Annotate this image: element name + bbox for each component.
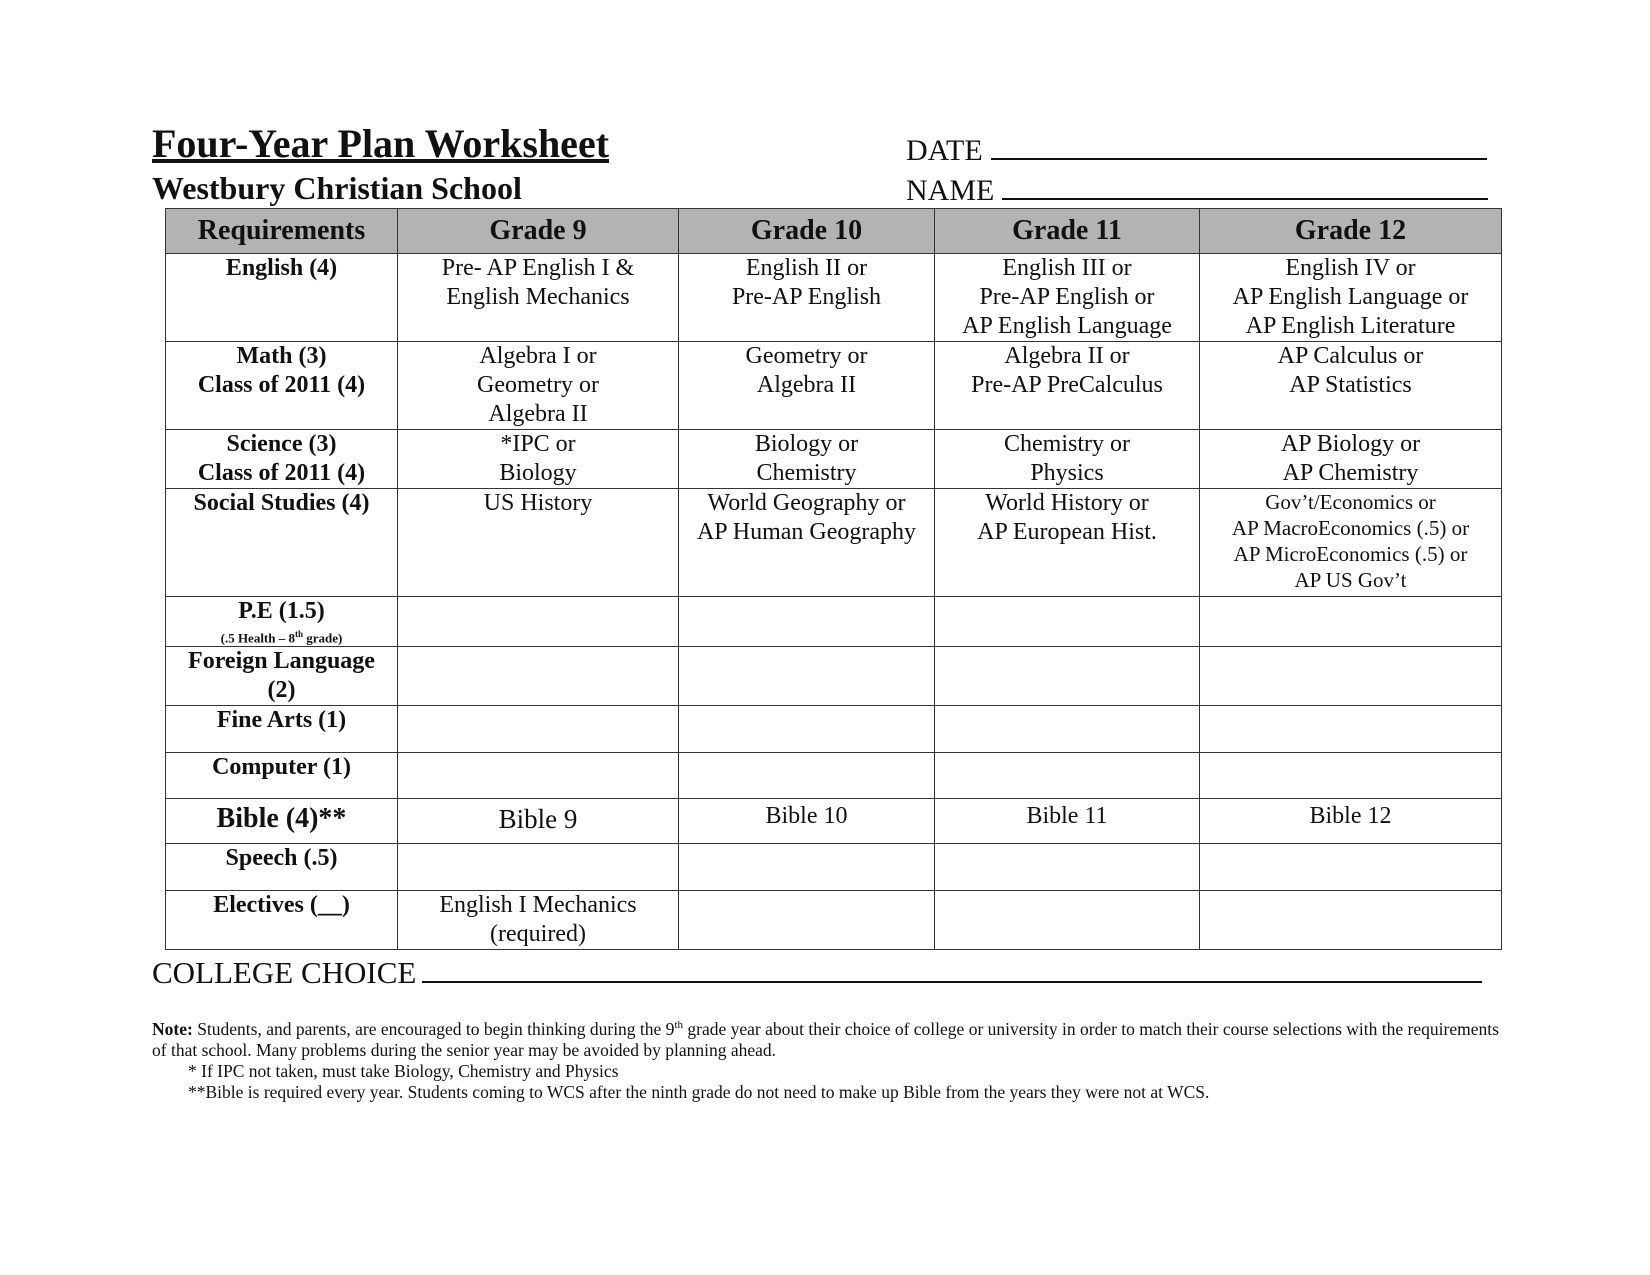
requirement-cell (166, 753, 398, 799)
grade-11-cell[interactable] (935, 891, 1200, 950)
course-option: Bible 12 (1309, 803, 1392, 830)
date-label: DATE (906, 134, 983, 167)
grade-9-cell[interactable] (398, 597, 679, 647)
table-row-science (166, 430, 1502, 489)
course-option: AP Statistics (1289, 372, 1412, 398)
requirement-label: Science (3) (226, 431, 337, 457)
course-option: Chemistry or (1004, 431, 1130, 457)
footnote-bible: **Bible is required every year. Students coming to WCS after the ninth grade do not need to make up Bible from the years they were not at WCS. (188, 1081, 1210, 1102)
course-option: Biology (499, 460, 577, 486)
grade-10-cell[interactable] (679, 254, 935, 342)
course-option: Geometry or (745, 343, 868, 369)
course-option: AP Biology or (1280, 431, 1421, 457)
column-header-requirements: Requirements (166, 209, 398, 254)
requirement-label: Class of 2011 (4) (197, 460, 366, 486)
table-row-fine-arts (166, 706, 1502, 753)
grade-10-cell[interactable] (679, 706, 935, 753)
course-option: AP English Literature (1245, 313, 1456, 339)
health-note: (.5 Health – 8th grade) (220, 629, 343, 646)
requirement-label: Foreign Language (188, 648, 375, 675)
grade-11-cell[interactable] (935, 799, 1200, 844)
course-option: Algebra II or (1004, 343, 1130, 369)
grade-10-cell[interactable] (679, 597, 935, 647)
grade-12-cell[interactable] (1200, 891, 1502, 950)
course-option: Geometry or (477, 372, 599, 398)
date-blank-line[interactable] (991, 132, 1487, 160)
course-option: (required) (490, 921, 586, 948)
footnote-ipc: * If IPC not taken, must take Biology, Chemistry and Physics (188, 1060, 619, 1081)
course-option: *IPC or (500, 431, 576, 457)
grade-9-cell[interactable] (398, 430, 679, 489)
requirement-label: Fine Arts (1) (216, 707, 347, 734)
course-option: AP US Gov’t (1294, 568, 1407, 592)
requirement-cell (166, 891, 398, 950)
college-choice-label: COLLEGE CHOICE (152, 955, 417, 990)
course-option: AP MacroEconomics (.5) or (1231, 516, 1470, 540)
requirement-label: (2) (267, 677, 296, 704)
grade-11-cell[interactable] (935, 597, 1200, 647)
name-label: NAME (906, 174, 995, 207)
requirement-cell (166, 647, 398, 706)
grade-12-cell[interactable] (1200, 597, 1502, 647)
course-option: English IV or (1285, 255, 1416, 281)
course-option: AP Calculus or (1277, 343, 1424, 369)
column-header-grade-12: Grade 12 (1200, 209, 1502, 254)
column-header-grade-10: Grade 10 (679, 209, 935, 254)
grade-12-cell[interactable] (1200, 799, 1502, 844)
name-blank-line[interactable] (1002, 172, 1488, 200)
grade-12-cell[interactable] (1200, 430, 1502, 489)
note-text: Students, and parents, are encouraged to begin thinking during the 9 (192, 1018, 675, 1039)
grade-9-cell[interactable] (398, 891, 679, 950)
grade-11-cell[interactable] (935, 489, 1200, 597)
grade-11-cell[interactable] (935, 753, 1200, 799)
grade-9-cell[interactable] (398, 647, 679, 706)
grade-12-cell[interactable] (1200, 753, 1502, 799)
grade-11-cell[interactable] (935, 844, 1200, 891)
course-option: Biology or (754, 431, 859, 457)
grade-12-cell[interactable] (1200, 489, 1502, 597)
grade-9-cell[interactable] (398, 799, 679, 844)
grade-9-cell[interactable] (398, 254, 679, 342)
name-field[interactable] (906, 172, 1488, 209)
grade-12-cell[interactable] (1200, 706, 1502, 753)
requirement-cell (166, 254, 398, 342)
requirement-label: Bible (4)** (216, 803, 347, 835)
college-choice-field[interactable] (152, 955, 1482, 991)
requirement-cell (166, 844, 398, 891)
table-row-social-studies (166, 489, 1502, 597)
note-superscript: th (674, 1019, 683, 1031)
course-option: Pre-AP PreCalculus (971, 372, 1163, 398)
grade-11-cell[interactable] (935, 342, 1200, 430)
table-row-electives (166, 891, 1502, 950)
grade-10-cell[interactable] (679, 430, 935, 489)
course-option: Bible 9 (498, 804, 578, 835)
course-option: English III or (1002, 255, 1132, 281)
requirement-label: Computer (1) (212, 754, 351, 781)
four-year-plan-table (165, 208, 1502, 950)
course-option: AP Human Geography (696, 519, 917, 545)
course-option: Pre-AP English or (979, 284, 1155, 310)
worksheet-title: Four-Year Plan Worksheet (152, 121, 610, 166)
grade-9-cell[interactable] (398, 706, 679, 753)
grade-9-cell[interactable] (398, 342, 679, 430)
course-option: Algebra I or (479, 343, 597, 369)
grade-10-cell[interactable] (679, 489, 935, 597)
requirement-label: Social Studies (4) (193, 490, 370, 516)
note-label: Note: (152, 1018, 193, 1039)
course-option: AP English Language (962, 313, 1172, 339)
course-option: Algebra II (756, 372, 857, 398)
table-row-computer (166, 753, 1502, 799)
course-option: World History or (985, 490, 1149, 516)
notes-section (152, 1015, 1512, 1103)
course-option: Bible 10 (765, 803, 848, 830)
table-row-bible (166, 799, 1502, 844)
date-field[interactable] (906, 132, 1487, 169)
school-name: Westbury Christian School (152, 170, 522, 206)
course-option: AP English Language or (1232, 284, 1469, 310)
requirement-label: Math (3) (236, 343, 327, 369)
course-option: AP European Hist. (977, 519, 1157, 545)
grade-11-cell[interactable] (935, 430, 1200, 489)
table-row-foreign-language (166, 647, 1502, 706)
grade-10-cell[interactable] (679, 891, 935, 950)
requirement-cell (166, 342, 398, 430)
column-header-grade-9: Grade 9 (398, 209, 679, 254)
grade-10-cell[interactable] (679, 844, 935, 891)
grade-11-cell[interactable] (935, 706, 1200, 753)
requirement-label: English (4) (225, 255, 338, 281)
requirement-label: P.E (1.5) (238, 598, 325, 624)
grade-11-cell[interactable] (935, 254, 1200, 342)
grade-12-cell[interactable] (1200, 342, 1502, 430)
requirement-cell (166, 430, 398, 489)
table-row-math (166, 342, 1502, 430)
column-header-grade-11: Grade 11 (935, 209, 1200, 254)
grade-12-cell[interactable] (1200, 844, 1502, 891)
course-option: English I Mechanics (439, 892, 637, 919)
note-paragraph (152, 1015, 1512, 1061)
grade-9-cell[interactable] (398, 844, 679, 891)
grade-12-cell[interactable] (1200, 254, 1502, 342)
requirement-label: Electives (__) (213, 892, 350, 919)
course-option: Bible 11 (1026, 803, 1108, 830)
course-option: Chemistry (756, 460, 857, 486)
note-text-continued: grade year about their choice of college or university in order to match their course selections with the requirements of that school. Many problems during the senior year may be avoided by planning ahead. (152, 1018, 1499, 1060)
course-option: Algebra II (488, 401, 588, 427)
table-header-row (166, 209, 1502, 254)
table-row-english (166, 254, 1502, 342)
course-option: English II or (745, 255, 868, 281)
grade-9-cell[interactable] (398, 753, 679, 799)
grade-9-cell[interactable] (398, 489, 679, 597)
course-option: US History (483, 490, 593, 516)
grade-10-cell[interactable] (679, 753, 935, 799)
table-row-speech (166, 844, 1502, 891)
course-option: Pre-AP English (731, 284, 882, 310)
requirement-cell (166, 706, 398, 753)
requirement-label: Speech (.5) (225, 845, 338, 872)
course-option: Physics (1030, 460, 1104, 486)
requirement-cell (166, 799, 398, 844)
course-option: English Mechanics (446, 284, 630, 310)
college-choice-blank-line[interactable] (422, 955, 1482, 983)
grade-10-cell[interactable] (679, 799, 935, 844)
course-option: AP MicroEconomics (.5) or (1233, 542, 1468, 566)
grade-12-cell[interactable] (1200, 647, 1502, 706)
requirement-cell (166, 597, 398, 647)
grade-11-cell[interactable] (935, 647, 1200, 706)
grade-10-cell[interactable] (679, 342, 935, 430)
course-option: AP Chemistry (1282, 460, 1419, 486)
grade-10-cell[interactable] (679, 647, 935, 706)
requirement-cell (166, 489, 398, 597)
course-option: Gov’t/Economics or (1265, 490, 1436, 514)
requirement-label: Class of 2011 (4) (197, 372, 366, 398)
course-option: World Geography or (707, 490, 906, 516)
table-row-pe (166, 597, 1502, 647)
course-option: Pre- AP English I & (441, 255, 635, 281)
